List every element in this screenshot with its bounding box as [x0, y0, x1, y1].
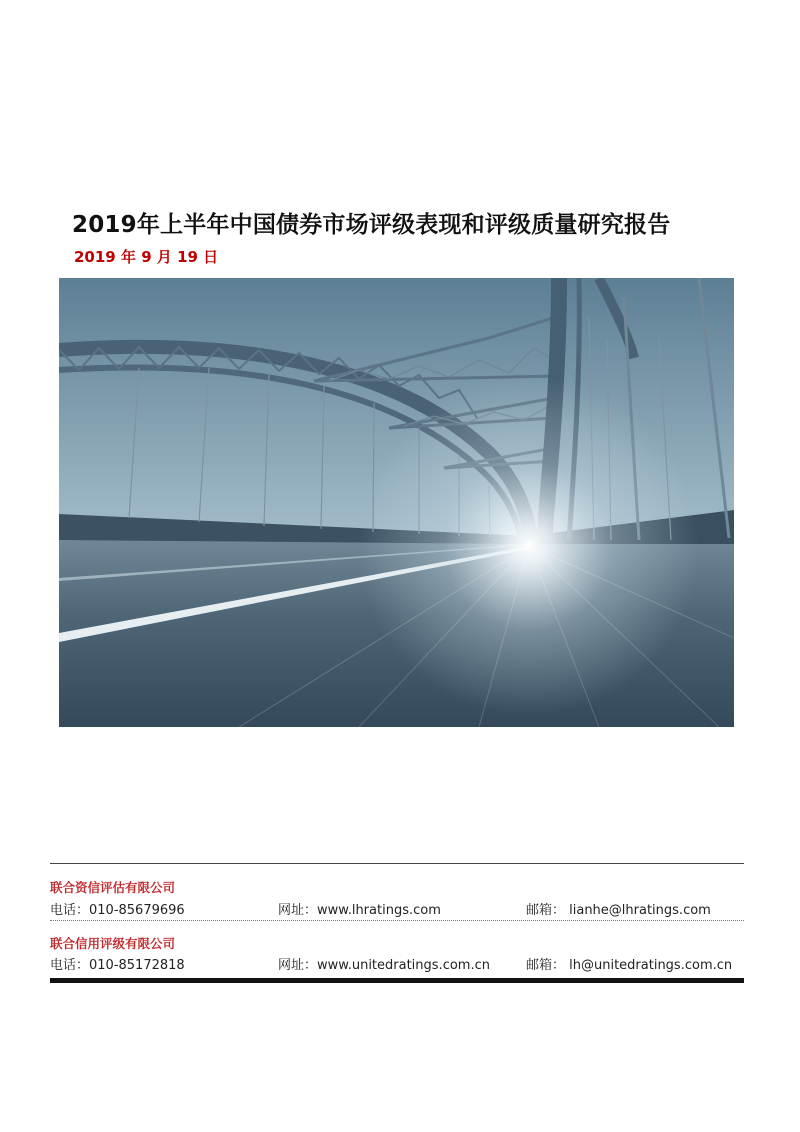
phone-text: 电话：010-85679696: [50, 903, 185, 918]
report-title: 2019年上半年中国债券市场评级表现和评级质量研究报告: [72, 212, 671, 238]
cover-image-bridge: [59, 278, 734, 727]
email-link[interactable]: 邮箱： lianhe@lhratings.com: [526, 903, 711, 918]
contact-divider: [50, 920, 744, 921]
email-link[interactable]: 邮箱： lh@unitedratings.com.cn: [526, 958, 733, 973]
report-date: 2019 年 9 月 19 日: [74, 248, 219, 266]
org-name-united-ratings: 联合信用评级有限公司: [50, 936, 176, 951]
footer-top-rule: [50, 863, 744, 864]
website-link[interactable]: 网址：www.unitedratings.com.cn: [278, 958, 490, 973]
org-name-lianhe-ratings: 联合资信评估有限公司: [50, 880, 176, 895]
contact-row-lianhe: [50, 899, 744, 917]
phone-text: 电话：010-85172818: [50, 958, 185, 973]
website-link[interactable]: 网址：www.lhratings.com: [278, 903, 441, 918]
footer-bottom-rule: [50, 978, 744, 983]
contact-row-united: [50, 954, 744, 972]
